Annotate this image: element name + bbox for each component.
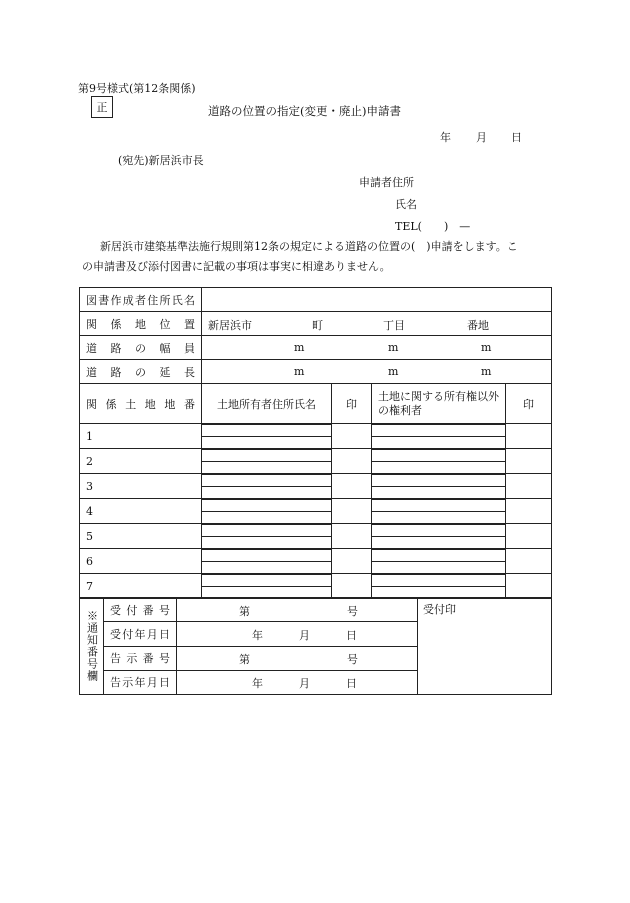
declaration-line-1: 新居浜市建築基準法施行規則第12条の規定による道路の位置の( )申請をします。こ <box>100 240 518 253</box>
lot-number: 3 <box>80 474 202 499</box>
declaration-line-2: の申請書及び添付図書に記載の事項は事実に相違ありません。 <box>82 260 391 273</box>
lot-row <box>80 449 552 474</box>
notice-date-label: 告示年月日 <box>104 670 177 694</box>
rights-seal-cell[interactable] <box>506 449 552 474</box>
lot-row <box>80 499 552 524</box>
receipt-number-field[interactable] <box>177 598 418 622</box>
owner-seal-cell[interactable] <box>332 549 372 574</box>
receipt-number-dai: 第 <box>239 604 250 618</box>
owner-seal-cell[interactable] <box>332 449 372 474</box>
owner-seal-cell[interactable] <box>332 474 372 499</box>
lot-row <box>80 524 552 549</box>
rights-cell[interactable] <box>372 524 506 549</box>
length-unit-2: m <box>388 364 399 378</box>
notice-side-label: ※通知番号欄 <box>85 610 99 682</box>
lot-number: 2 <box>80 449 202 474</box>
addressee: (宛先)新居浜市長 <box>118 154 204 167</box>
lot-number: 5 <box>80 524 202 549</box>
rights-cell[interactable] <box>372 549 506 574</box>
lot-number: 7 <box>80 574 202 599</box>
location-city: 新居浜市 <box>208 318 252 332</box>
rights-seal-header: 印 <box>506 384 552 424</box>
applicant-tel-label: TEL( ) — <box>395 220 471 233</box>
width-label: 道路の幅員 <box>80 336 202 360</box>
location-chome: 丁目 <box>383 318 405 332</box>
lot-number-header: 関係土地地番 <box>80 384 202 424</box>
receipt-date-day: 日 <box>346 628 357 642</box>
date-year: 年 <box>440 131 451 144</box>
preparer-field[interactable] <box>202 288 552 312</box>
width-unit-3: m <box>481 340 492 354</box>
application-table <box>79 287 552 599</box>
owner-header: 土地所有者住所氏名 <box>202 384 332 424</box>
width-unit-2: m <box>388 340 399 354</box>
length-unit-1: m <box>294 364 305 378</box>
location-label: 関係地位置 <box>80 312 202 336</box>
receipt-stamp-label: 受付印 <box>423 603 456 616</box>
receipt-date-label: 受付年月日 <box>104 622 177 646</box>
notice-number-label: 告示番号 <box>104 646 177 670</box>
applicant-name-label: 氏名 <box>395 198 417 211</box>
notice-number-go: 号 <box>347 653 358 667</box>
receipt-number-label: 受付番号 <box>104 598 177 622</box>
rights-cell[interactable] <box>372 449 506 474</box>
lot-number: 1 <box>80 424 202 449</box>
preparer-label: 図書作成者住所氏名 <box>80 288 202 312</box>
notice-date-year: 年 <box>252 677 263 691</box>
location-banchi: 番地 <box>467 318 489 332</box>
form-title: 道路の位置の指定(変更・廃止)申請書 <box>208 104 401 118</box>
receipt-number-go: 号 <box>347 604 358 618</box>
owner-seal-cell[interactable] <box>332 574 372 599</box>
rights-cell[interactable] <box>372 499 506 524</box>
lot-row <box>80 574 552 599</box>
notice-side-label-cell <box>80 598 104 695</box>
notice-date-field[interactable] <box>177 670 418 694</box>
applicant-address-label: 申請者住所 <box>359 176 414 189</box>
owner-seal-cell[interactable] <box>332 499 372 524</box>
owner-seal-cell[interactable] <box>332 424 372 449</box>
notice-number-field[interactable] <box>177 646 418 670</box>
width-unit-1: m <box>294 340 305 354</box>
owner-seal-header: 印 <box>332 384 372 424</box>
rights-seal-cell[interactable] <box>506 524 552 549</box>
owner-cell[interactable] <box>202 499 332 524</box>
rights-seal-cell[interactable] <box>506 424 552 449</box>
owner-cell[interactable] <box>202 449 332 474</box>
owner-seal-cell[interactable] <box>332 524 372 549</box>
length-label: 道路の延長 <box>80 360 202 384</box>
notice-table <box>79 597 552 695</box>
location-town: 町 <box>312 318 323 332</box>
location-field[interactable] <box>202 312 552 336</box>
date-day: 日 <box>511 131 522 144</box>
length-field[interactable] <box>202 360 552 384</box>
owner-cell[interactable] <box>202 474 332 499</box>
notice-date-month: 月 <box>299 677 310 691</box>
lot-row <box>80 424 552 449</box>
receipt-date-month: 月 <box>299 628 310 642</box>
rights-cell[interactable] <box>372 424 506 449</box>
date-month: 月 <box>476 131 487 144</box>
lot-row <box>80 549 552 574</box>
seikaku-box: 正 <box>91 96 113 118</box>
rights-seal-cell[interactable] <box>506 499 552 524</box>
owner-cell[interactable] <box>202 549 332 574</box>
rights-seal-cell[interactable] <box>506 474 552 499</box>
receipt-stamp-cell[interactable] <box>418 598 552 695</box>
declaration-paragraph <box>82 237 552 277</box>
length-unit-3: m <box>481 364 492 378</box>
rights-cell[interactable] <box>372 474 506 499</box>
lot-number: 6 <box>80 549 202 574</box>
owner-cell[interactable] <box>202 574 332 599</box>
form-number: 第9号様式(第12条関係) <box>78 82 196 95</box>
rights-seal-cell[interactable] <box>506 549 552 574</box>
receipt-date-field[interactable] <box>177 622 418 646</box>
notice-date-day: 日 <box>346 677 357 691</box>
rights-holder-header: 土地に関する所有権以外の権利者 <box>372 384 506 424</box>
notice-number-dai: 第 <box>239 653 250 667</box>
owner-cell[interactable] <box>202 524 332 549</box>
rights-cell[interactable] <box>372 574 506 599</box>
lot-row <box>80 474 552 499</box>
owner-cell[interactable] <box>202 424 332 449</box>
width-field[interactable] <box>202 336 552 360</box>
lot-number: 4 <box>80 499 202 524</box>
rights-seal-cell[interactable] <box>506 574 552 599</box>
receipt-date-year: 年 <box>252 628 263 642</box>
